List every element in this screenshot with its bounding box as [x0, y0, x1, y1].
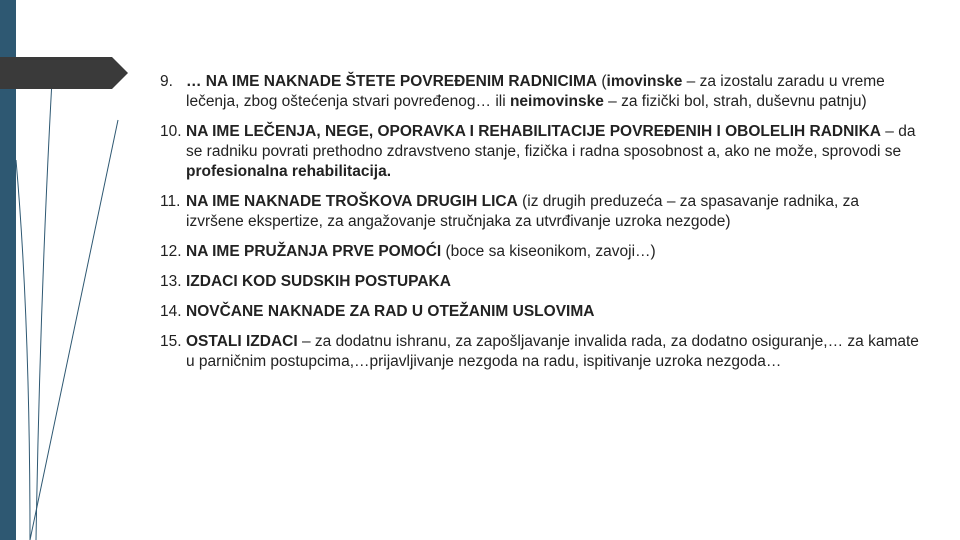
item-text: (boce sa kiseonikom, zavoji…): [441, 243, 656, 260]
item-number: 14.: [160, 303, 182, 320]
item-heading: NA IME PRUŽANJA PRVE POMOĆI: [186, 243, 442, 260]
list-item-13: [160, 272, 920, 292]
item-number: 15.: [160, 333, 182, 350]
item-text: – da se radniku povrati prethodno zdravstveno stanje, fizička i radna sposobnost a, ako ne može, sprovodi se: [186, 123, 916, 160]
item-heading: NA IME LEČENJA, NEGE, OPORAVKA I REHABILITACIJE POVREĐENIH I OBOLELIH RADNIKA: [186, 123, 881, 140]
item-emphasis: profesionalna rehabilitacija.: [186, 163, 392, 180]
list-item-14: [160, 302, 920, 322]
slide-marker-arrow: [0, 57, 128, 89]
item-text: – za izostalu zaradu u vreme lečenja, zbog oštećenja stvari povređenog… ili: [186, 73, 885, 110]
list-item-9: [160, 72, 920, 112]
list-item-10: [160, 122, 920, 182]
item-number: 10.: [160, 123, 182, 140]
item-emphasis: imovinske: [606, 73, 683, 90]
list-item-12: [160, 242, 920, 262]
item-heading: NOVČANE NAKNADE ZA RAD U OTEŽANIM USLOVIMA: [186, 303, 595, 320]
item-text: (iz drugih preduzeća – za spasavanje radnika, za izvršene ekspertize, za angažovanje stručnjaka za utvrđivanje uzroka nezgode): [186, 193, 860, 230]
item-heading: IZDACI KOD SUDSKIH POSTUPAKA: [186, 273, 451, 290]
numbered-list: [160, 72, 920, 382]
item-number: 9.: [160, 73, 173, 90]
item-emphasis: neimovinske: [509, 93, 604, 110]
item-text: – za fizički bol, strah, duševnu patnju): [603, 93, 867, 110]
item-text: – za dodatnu ishranu, za zapošljavanje invalida rada, za dodatno osiguranje,… za kamate u parničnim postupcima,…prijavljivanje nezgoda na radu, ispitivanje uzroka nezgoda…: [186, 333, 919, 370]
item-number: 12.: [160, 243, 182, 260]
item-number: 13.: [160, 273, 182, 290]
item-heading: … NA IME NAKNADE ŠTETE POVREĐENIM RADNICIMA: [186, 73, 598, 90]
item-text: (: [597, 73, 607, 90]
item-heading: NA IME NAKNADE TROŠKOVA DRUGIH LICA: [186, 193, 518, 210]
item-heading: OSTALI IZDACI: [186, 333, 298, 350]
list-item-15: [160, 332, 920, 372]
item-number: 11.: [160, 193, 181, 210]
list-item-11: [160, 192, 920, 232]
